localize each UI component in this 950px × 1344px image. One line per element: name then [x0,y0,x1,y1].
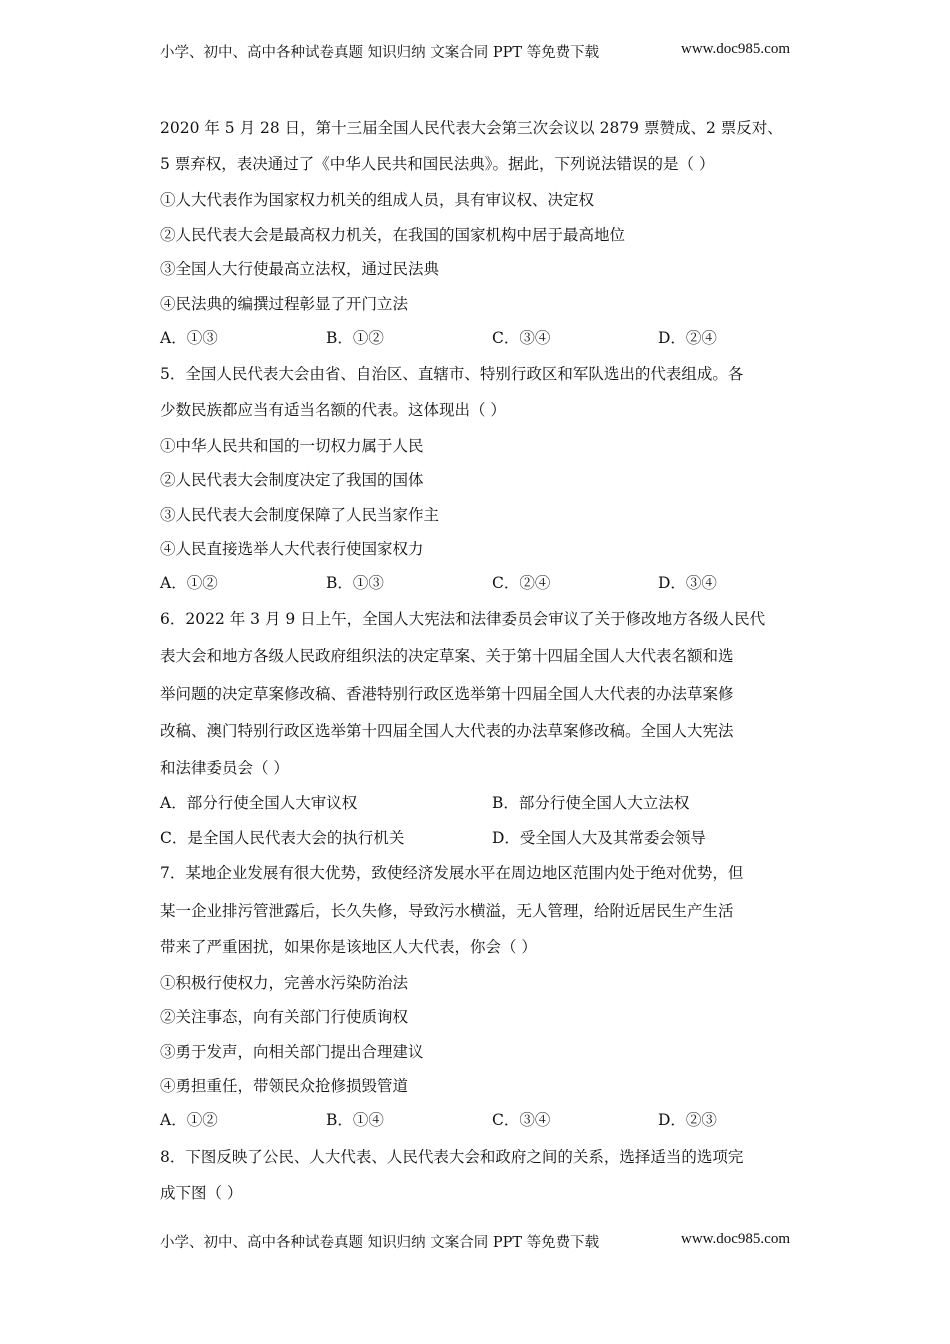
question-stem-line: 5．全国人民代表大会由省、自治区、直辖市、特别行政区和军队选出的代表组成。各 [160,365,744,383]
page-footer [160,1231,790,1252]
footer-banner: 小学、初中、高中各种试卷真题 知识归纳 文案合同 PPT 等免费下载 [160,1235,600,1251]
header-banner: 小学、初中、高中各种试卷真题 知识归纳 文案合同 PPT 等免费下载 [160,45,600,61]
question-stem-line: 举问题的决定草案修改稿、香港特别行政区选举第十四届全国人大代表的办法草案修 [160,685,734,703]
statement: ①中华人民共和国的一切权力属于人民 [160,437,424,455]
question-stem-line: 和法律委员会（ ） [160,759,289,777]
option-b[interactable]: B．①④ [326,1111,384,1129]
footer-url[interactable]: www.doc985.com [680,1231,790,1247]
option-c[interactable]: C．③④ [492,1111,551,1129]
statement: ③勇于发声，向相关部门提出合理建议 [160,1043,424,1061]
option-a[interactable]: A．①② [160,574,218,592]
question-stem-line: 5 票弃权，表决通过了《中华人民共和国民法典》。据此，下列说法错误的是（ ） [160,155,715,173]
option-c[interactable]: C．是全国人民代表大会的执行机关 [160,829,405,847]
question-stem-line: 8．下图反映了公民、人大代表、人民代表大会和政府之间的关系，选择适当的选项完 [160,1148,744,1166]
statement: ④勇担重任，带领民众抢修损毁管道 [160,1077,409,1095]
statement: ④民法典的编撰过程彰显了开门立法 [160,295,409,313]
option-b[interactable]: B．①③ [326,574,384,592]
question-stem-line: 2020 年 5 月 28 日，第十三届全国人民代表大会第三次会议以 2879 票赞成、2 票反对、 [160,119,783,137]
question-stem-line: 带来了严重困扰，如果你是该地区人大代表，你会（ ） [160,938,537,956]
statement: ②人民代表大会是最高权力机关，在我国的国家机构中居于最高地位 [160,226,626,244]
option-d[interactable]: D．受全国人大及其常委会领导 [492,829,706,847]
question-stem-line: 少数民族都应当有适当名额的代表。这体现出（ ） [160,401,506,419]
question-stem-line: 改稿、澳门特别行政区选举第十四届全国人大代表的办法草案修改稿。全国人大宪法 [160,722,734,740]
question-stem-line: 成下图（ ） [160,1184,243,1202]
question-stem-line: 6．2022 年 3 月 9 日上午，全国人大宪法和法律委员会审议了关于修改地方各级人民代 [160,610,766,628]
option-c[interactable]: C．③④ [492,329,551,347]
option-d[interactable]: D．②③ [658,1111,717,1129]
option-d[interactable]: D．③④ [658,574,717,592]
question-stem-line: 某一企业排污管泄露后，长久失修，导致污水横溢，无人管理，给附近居民生产生活 [160,902,734,920]
option-d[interactable]: D．②④ [658,329,717,347]
option-a[interactable]: A．①③ [160,329,218,347]
option-a[interactable]: A．部分行使全国人大审议权 [160,794,358,812]
statement: ③全国人大行使最高立法权，通过民法典 [160,260,440,278]
option-c[interactable]: C．②④ [492,574,551,592]
statement: ②人民代表大会制度决定了我国的国体 [160,471,424,489]
page-header [160,41,790,62]
option-b[interactable]: B．①② [326,329,384,347]
option-b[interactable]: B．部分行使全国人大立法权 [492,794,690,812]
header-url[interactable]: www.doc985.com [680,41,790,57]
question-stem-line: 表大会和地方各级人民政府组织法的决定草案、关于第十四届全国人大代表名额和选 [160,647,734,665]
statement: ③人民代表大会制度保障了人民当家作主 [160,506,440,524]
statement: ④人民直接选举人大代表行使国家权力 [160,540,424,558]
statement: ②关注事态，向有关部门行使质询权 [160,1008,409,1026]
statement: ①人大代表作为国家权力机关的组成人员，具有审议权、决定权 [160,191,595,209]
statement: ①积极行使权力，完善水污染防治法 [160,974,409,992]
option-a[interactable]: A．①② [160,1111,218,1129]
question-stem-line: 7．某地企业发展有很大优势，致使经济发展水平在周边地区范围内处于绝对优势，但 [160,864,744,882]
